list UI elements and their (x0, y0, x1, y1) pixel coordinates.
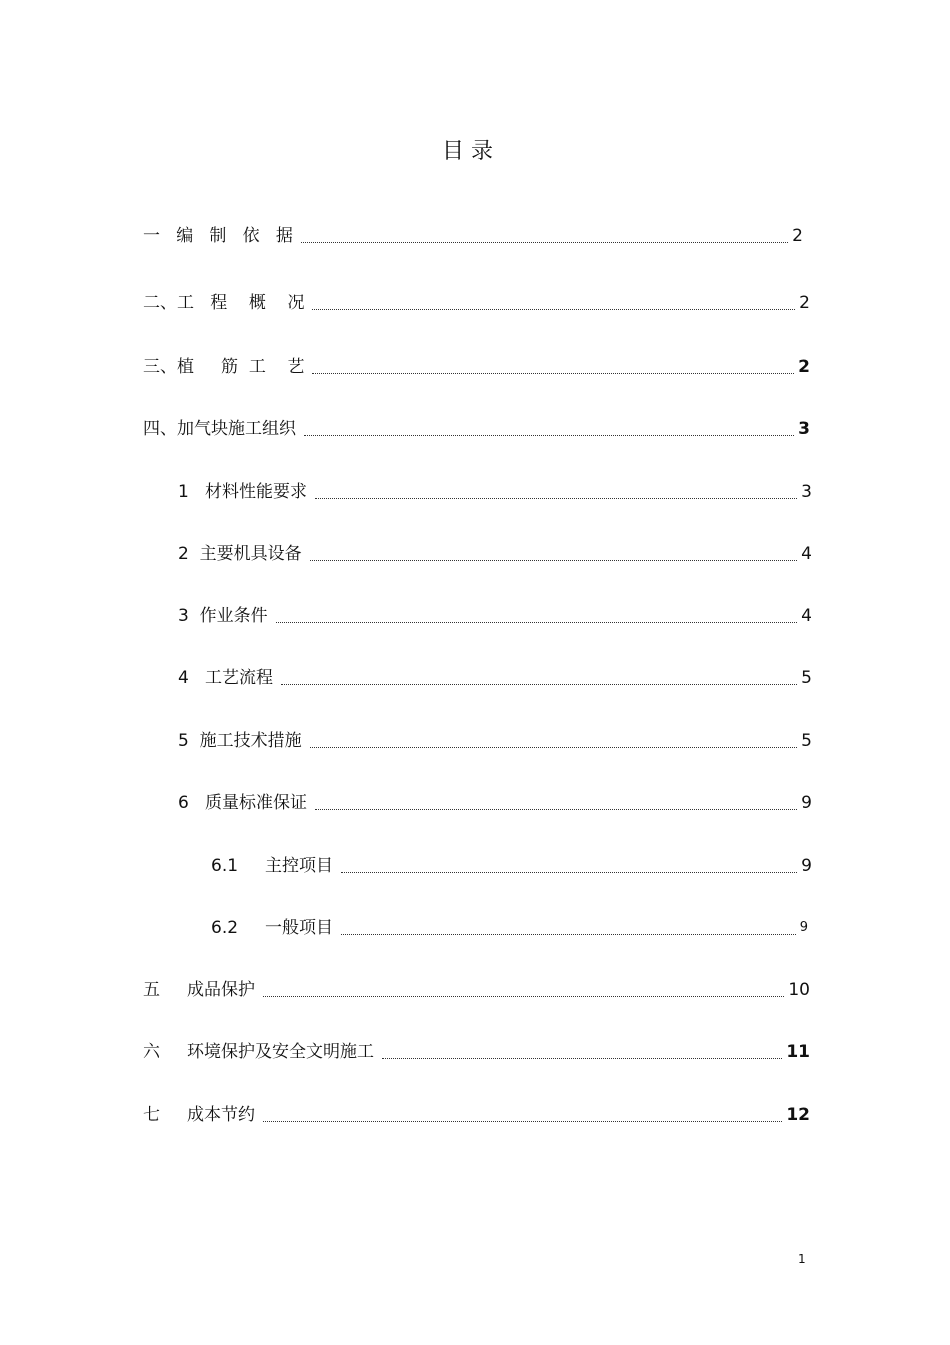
toc-entry-page: 5 (801, 668, 812, 688)
dot-leader (281, 683, 797, 685)
toc-entry[interactable] (178, 664, 812, 688)
toc-title: 目 录 (442, 139, 493, 164)
toc-entry-page: 11 (786, 1042, 810, 1062)
toc-entry-page: 2 (799, 293, 810, 313)
toc-entry[interactable] (178, 727, 812, 751)
dot-leader (310, 746, 798, 748)
toc-entry[interactable] (178, 789, 812, 813)
toc-entry-label: 七 成本节约 (143, 1105, 256, 1125)
toc-entry-label: 三、植 筋 工 艺 (143, 357, 305, 377)
toc-entry[interactable] (143, 415, 810, 439)
toc-entry-page: 2 (792, 226, 803, 246)
dot-leader (310, 559, 798, 561)
dot-leader (263, 1120, 782, 1122)
toc-entry-label: 1 材料性能要求 (178, 482, 308, 502)
toc-entry-page: 9 (801, 856, 812, 876)
toc-entry[interactable] (178, 602, 812, 626)
dot-leader (312, 308, 795, 310)
toc-entry[interactable] (143, 289, 810, 313)
toc-entry-page: 4 (801, 606, 812, 626)
dot-leader (315, 497, 797, 499)
toc-entry-label: 3 作业条件 (178, 606, 268, 626)
toc-entry-label: 一 编 制 依 据 (143, 226, 293, 246)
toc-entry-page: 9 (801, 793, 812, 813)
toc-entry-label: 6.2 一般项目 (211, 918, 334, 938)
toc-entry-page: 4 (801, 544, 812, 564)
dot-leader (341, 933, 796, 935)
dot-leader (276, 621, 798, 623)
dot-leader (315, 808, 797, 810)
toc-entry-page: 2 (798, 357, 810, 377)
toc-entry-label: 四、加气块施工组织 (143, 419, 296, 439)
dot-leader (341, 871, 797, 873)
toc-entry[interactable] (143, 1101, 810, 1125)
toc-entry[interactable] (143, 222, 803, 246)
dot-leader (382, 1057, 782, 1059)
toc-entry[interactable] (178, 540, 812, 564)
toc-entry[interactable] (143, 976, 810, 1000)
toc-entry[interactable] (143, 353, 810, 377)
toc-entry-label: 4 工艺流程 (178, 668, 274, 688)
toc-entry-label: 2 主要机具设备 (178, 544, 302, 564)
toc-entry-page: 3 (801, 482, 812, 502)
dot-leader (304, 434, 794, 436)
toc-entry[interactable] (178, 478, 812, 502)
toc-entry-label: 6 质量标准保证 (178, 793, 308, 813)
toc-entry-label: 二、工 程 概 况 (143, 293, 305, 313)
toc-entry-label: 五 成品保护 (143, 980, 256, 1000)
toc-entry-page: 3 (798, 419, 810, 439)
toc-entry-label: 5 施工技术措施 (178, 731, 302, 751)
dot-leader (263, 995, 784, 997)
toc-entry-label: 6.1 主控项目 (211, 856, 334, 876)
toc-entry-page: 10 (788, 980, 810, 1000)
dot-leader (301, 241, 788, 243)
toc-entry[interactable] (211, 914, 808, 938)
toc-entry-page: 12 (786, 1105, 810, 1125)
toc-entry-page: 9 (799, 920, 808, 935)
dot-leader (312, 372, 794, 374)
toc-entry[interactable] (211, 852, 812, 876)
toc-entry-page: 5 (801, 731, 812, 751)
toc-entry-label: 六 环境保护及安全文明施工 (143, 1042, 375, 1062)
page-number: 1 (798, 1252, 806, 1266)
toc-entry[interactable] (143, 1038, 810, 1062)
